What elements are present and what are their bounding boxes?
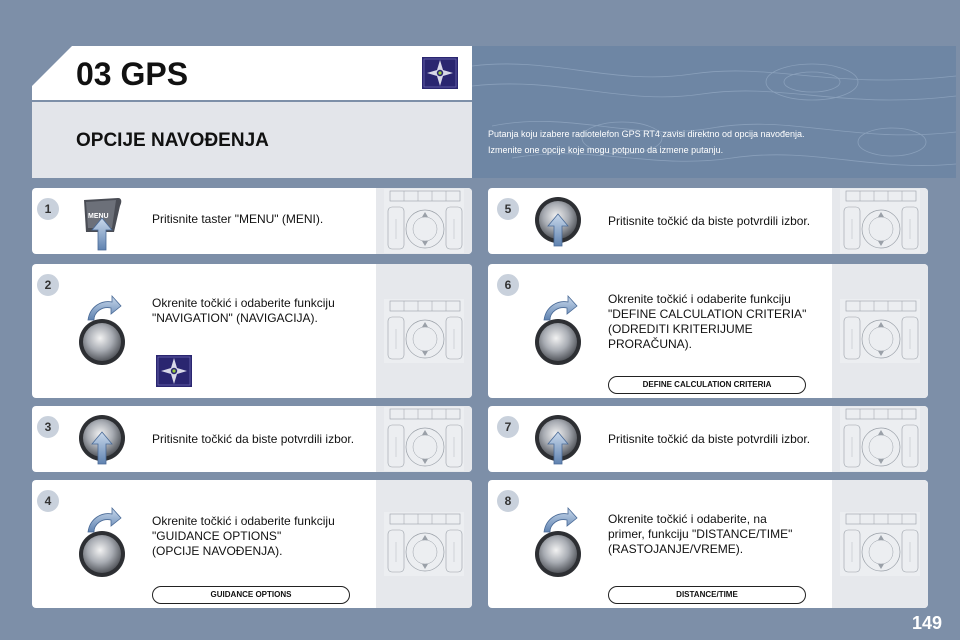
step-text-6 bbox=[608, 292, 806, 352]
step-line: Pritisnite taster "MENU" (MENI). bbox=[152, 212, 324, 226]
console-thumbnail bbox=[384, 189, 464, 253]
gps-crosshair-icon bbox=[422, 57, 458, 89]
chapter-number: 03 bbox=[76, 56, 112, 92]
step-text-1 bbox=[152, 212, 323, 227]
chapter-header bbox=[32, 46, 472, 178]
step-text-7 bbox=[608, 432, 810, 447]
step-text-8 bbox=[608, 512, 792, 557]
step-number-8: 8 bbox=[496, 489, 520, 513]
step-number-6: 6 bbox=[496, 273, 520, 297]
intro-text bbox=[488, 126, 848, 158]
rotary-knob-icon bbox=[534, 318, 582, 366]
step-number-7: 7 bbox=[496, 415, 520, 439]
console-thumbnail bbox=[384, 512, 464, 576]
step-line: Pritisnite točkić da biste potvrdili izbor. bbox=[608, 214, 811, 228]
rotary-knob-icon bbox=[78, 530, 126, 578]
step-line: "DEFINE CALCULATION CRITERIA" bbox=[608, 307, 807, 321]
console-thumbnail bbox=[840, 299, 920, 363]
step-number-5: 5 bbox=[496, 197, 520, 221]
step-panel-3 bbox=[32, 406, 472, 472]
step-line: PRORAČUNA). bbox=[608, 337, 693, 351]
step-number-1: 1 bbox=[36, 197, 60, 221]
press-arrow-icon bbox=[534, 200, 582, 248]
step-line: Okrenite točkić i odaberite funkciju bbox=[608, 292, 791, 306]
page-number: 149 bbox=[911, 613, 942, 633]
step-text-5 bbox=[608, 214, 810, 229]
console-thumbnail bbox=[840, 512, 920, 576]
rotary-knob-icon bbox=[534, 530, 582, 578]
step-line: (OPCIJE NAVOĐENJA). bbox=[152, 544, 283, 558]
step-number-2: 2 bbox=[36, 273, 60, 297]
step-panel-8 bbox=[488, 480, 928, 608]
step-panel-1 bbox=[32, 188, 472, 254]
step-panel-4 bbox=[32, 480, 472, 608]
step-number-3: 3 bbox=[36, 415, 60, 439]
step-line: primer, funkciju "DISTANCE/TIME" bbox=[608, 527, 793, 541]
intro-line: Izmenite one opcije koje mogu potpuno da izmene putanju. bbox=[488, 145, 724, 155]
step-line: "NAVIGATION" (NAVIGACIJA). bbox=[152, 311, 318, 325]
step-line: (ODREDITI KRITERIJUME bbox=[608, 322, 753, 336]
step-panel-7 bbox=[488, 406, 928, 472]
console-thumbnail bbox=[840, 189, 920, 253]
menu-button-icon bbox=[78, 196, 126, 244]
press-arrow-icon bbox=[534, 418, 582, 466]
step-line: Pritisnite točkić da biste potvrdili izbor. bbox=[608, 432, 811, 446]
step-line: Okrenite točkić i odaberite, na bbox=[608, 512, 767, 526]
step-text-3 bbox=[152, 432, 354, 447]
console-thumbnail bbox=[384, 407, 464, 471]
gps-crosshair-icon bbox=[156, 355, 192, 387]
menu-option-pill: GUIDANCE OPTIONS bbox=[152, 586, 350, 604]
step-number-4: 4 bbox=[36, 489, 60, 513]
chapter-name: GPS bbox=[120, 56, 189, 92]
chapter-title bbox=[76, 56, 188, 93]
map-background bbox=[472, 46, 956, 178]
step-text-4 bbox=[152, 514, 335, 559]
step-text-2 bbox=[152, 296, 335, 326]
console-thumbnail bbox=[840, 407, 920, 471]
step-panel-6 bbox=[488, 264, 928, 398]
rotary-knob-icon bbox=[78, 318, 126, 366]
step-line: (RASTOJANJE/VREME). bbox=[608, 542, 744, 556]
console-thumbnail bbox=[384, 299, 464, 363]
intro-line: Putanja koju izabere radiotelefon GPS RT4 zavisi direktno od opcija navođenja. bbox=[488, 129, 805, 139]
step-panel-2 bbox=[32, 264, 472, 398]
step-line: "GUIDANCE OPTIONS" bbox=[152, 529, 282, 543]
step-line: Okrenite točkić i odaberite funkciju bbox=[152, 514, 335, 528]
step-panel-5 bbox=[488, 188, 928, 254]
step-line: Pritisnite točkić da biste potvrdili izbor. bbox=[152, 432, 355, 446]
menu-button-label: MENU bbox=[88, 213, 109, 220]
step-line: Okrenite točkić i odaberite funkciju bbox=[152, 296, 335, 310]
press-arrow-icon bbox=[78, 418, 126, 466]
menu-option-pill: DISTANCE/TIME bbox=[608, 586, 806, 604]
menu-option-pill: DEFINE CALCULATION CRITERIA bbox=[608, 376, 806, 394]
section-title: OPCIJE NAVOĐENJA bbox=[76, 130, 269, 151]
